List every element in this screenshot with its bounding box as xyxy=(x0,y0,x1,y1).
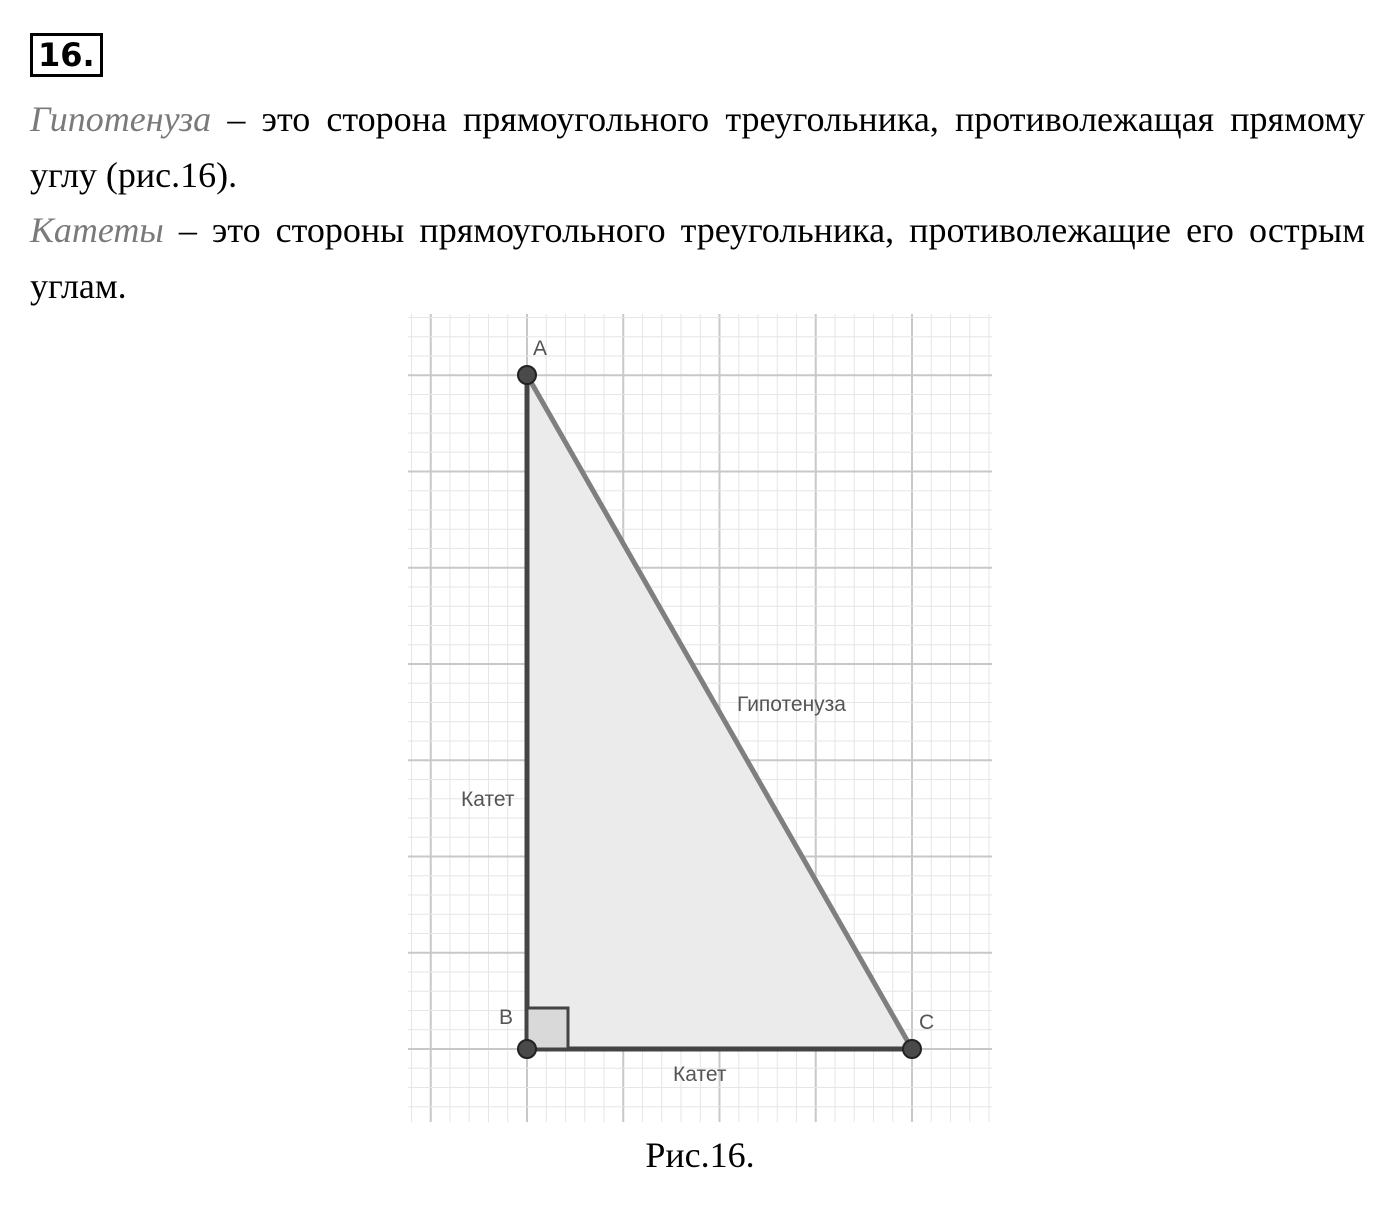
label-b: B xyxy=(499,1006,514,1029)
label-a: A xyxy=(533,337,548,360)
term-hypotenuse: Гипотенуза xyxy=(30,99,212,139)
point-b xyxy=(518,1040,536,1058)
definition-hypotenuse-text: – это сторона прямоугольного треугольника, противолежащая прямому углу (рис.16). xyxy=(30,99,1365,195)
figure-caption: Рис.16. xyxy=(645,1135,755,1175)
point-a xyxy=(518,366,536,384)
label-hypotenuse: Гипотенуза xyxy=(737,693,846,716)
definition-legs-text: – это стороны прямоугольного треугольника, противолежащие его острым углам. xyxy=(30,210,1365,306)
problem-number: 16. xyxy=(30,33,103,77)
term-legs: Катеты xyxy=(30,210,164,250)
label-leg-vertical: Катет xyxy=(461,788,515,811)
point-c xyxy=(903,1040,921,1058)
label-leg-horizontal: Катет xyxy=(673,1063,727,1086)
label-c: C xyxy=(919,1011,935,1034)
